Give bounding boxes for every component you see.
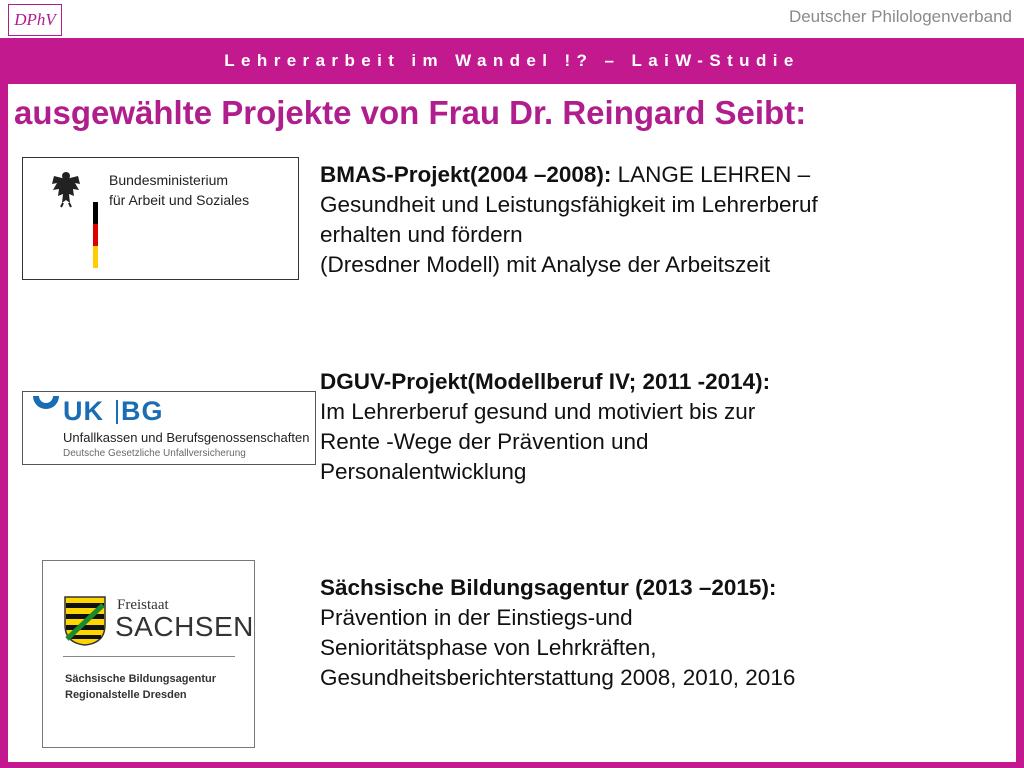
ukbg-bg-text: BG xyxy=(121,396,164,426)
sachsen-logo xyxy=(42,560,255,748)
sachsen-divider xyxy=(63,656,235,657)
project-line: erhalten und fördern xyxy=(320,222,523,247)
ukbg-logo-line1: Unfallkassen und Berufsgenossenschaften xyxy=(63,430,310,445)
ukbg-uk-text: UK xyxy=(63,396,104,426)
ukbg-arc-icon xyxy=(29,394,63,420)
bmas-logo-line1: Bundesministerium xyxy=(109,172,229,188)
project-line: Im Lehrerberuf gesund und motiviert bis zur xyxy=(320,399,756,424)
bmas-logo-line2: für Arbeit und Soziales xyxy=(109,192,250,208)
ukbg-logo xyxy=(22,391,316,465)
organization-name: Deutscher Philologenverband xyxy=(788,7,1012,26)
sachsen-free-text: Freistaat xyxy=(117,597,169,613)
project-heading: Sächsische Bildungsagentur (2013 –2015): xyxy=(320,575,777,600)
project-heading: BMAS-Projekt(2004 –2008): xyxy=(320,162,612,187)
project-line: Prävention in der Einstiegs-und xyxy=(320,605,633,630)
frame-right xyxy=(1016,38,1024,768)
sachsen-name-text: SACHSEN xyxy=(115,611,254,642)
sachsen-logo-line1: Sächsische Bildungsagentur xyxy=(65,673,216,685)
project-line: Personalentwicklung xyxy=(320,459,527,484)
bmas-logo xyxy=(22,157,299,280)
saxony-crest-icon xyxy=(63,595,107,647)
dphv-logo: DPhV xyxy=(8,4,62,36)
project-bmas xyxy=(320,160,1010,280)
frame-left xyxy=(0,38,8,768)
project-heading: DGUV-Projekt(Modellberuf IV; 2011 -2014): xyxy=(320,369,771,394)
project-sachsen xyxy=(320,573,1010,693)
project-lead: LANGE LEHREN – xyxy=(611,162,811,187)
project-line: Senioritätsphase von Lehrkräften, xyxy=(320,635,657,660)
top-bar xyxy=(0,0,1024,38)
project-line: (Dresdner Modell) mit Analyse der Arbeitszeit xyxy=(320,252,771,277)
frame-bottom xyxy=(0,762,1024,768)
sachsen-logo-line2: Regionalstelle Dresden xyxy=(65,689,187,701)
project-line: Rente -Wege der Prävention und xyxy=(320,429,649,454)
project-line: Gesundheit und Leistungsfähigkeit im Lehrerberuf xyxy=(320,192,818,217)
ukbg-logo-line2: Deutsche Gesetzliche Unfallversicherung xyxy=(63,448,246,459)
study-banner: Lehrerarbeit im Wandel !? – LaiW-Studie xyxy=(0,38,1024,84)
german-flag-stripe xyxy=(93,202,98,268)
slide-title: ausgewählte Projekte von Frau Dr. Reingard Seibt: xyxy=(14,94,807,131)
federal-eagle-icon xyxy=(50,170,82,208)
ukbg-separator xyxy=(116,400,118,424)
project-line: Gesundheitsberichterstattung 2008, 2010, 2016 xyxy=(320,665,796,690)
project-dguv xyxy=(320,367,1010,487)
